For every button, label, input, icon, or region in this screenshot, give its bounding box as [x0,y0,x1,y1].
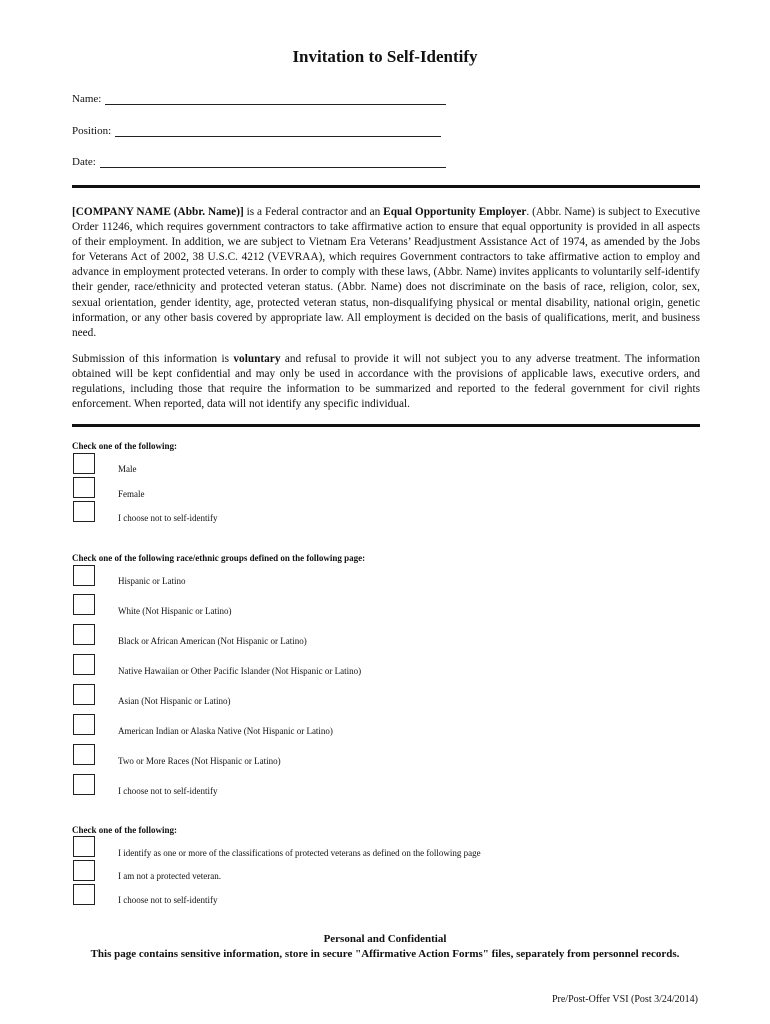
voluntary-text-2: and refusal to provide it will not subject you to any adverse treatment. The information obtained will be kept confidential and may only be used in accordance with the provisions of applicable laws, executive orders, and regulations, including those that require the information to be summarized and reported to the federal government for civil rights enforcement. When reported, data will not identify any specific individual. [72,353,700,411]
middle-divider [72,424,700,427]
checkbox-race-multi[interactable] [73,744,95,765]
option-veteran-not: I am not a protected veteran. [118,871,221,881]
page-title: Invitation to Self-Identify [292,47,478,66]
checkbox-race-pacific[interactable] [73,654,95,675]
checkbox-gender-decline[interactable] [73,501,95,522]
checkbox-veteran-decline[interactable] [73,884,95,905]
intro-text-2: . (Abbr. Name) is subject to Executive Order 11246, which requires government contractors to take affirmative action to ensure that equal opportunity is provided in all aspects of their employment. In addition, we are subject to Vietnam Era Veterans’ Readjustment Assistance Act of 1974, as amended by the Jobs for Veterans Act of 2002, 38 U.S.C. 4212 (VEVRAA), which requires Government contractors to take affirmative action to employ and advance in employment protected veterans. In order to comply with these laws, (Abbr. Name) invites applicants to voluntarily self-identify their gender, race/ethnicity and protected veteran status. (Abbr. Name) does not discriminate on the basis of race, religion, color, sex, sexual orientation, gender identity, age, protected veteran status, non-disqualifying physical or mental disability, national origin, genetic information, or any other basis covered by appropriate law. All employment is decided on the basis of qualifications, merit, and business need. [72,206,700,339]
gender-heading: Check one of the following: [72,441,177,451]
voluntary-text-1: Submission of this information is [72,353,234,365]
option-male: Male [118,464,137,474]
company-name: [COMPANY NAME (Abbr. Name)] [72,206,244,218]
name-label: Name: [72,93,102,105]
veteran-heading: Check one of the following: [72,825,177,835]
checkbox-female[interactable] [73,477,95,498]
position-field[interactable] [72,125,441,137]
date-input-line[interactable] [100,157,446,168]
voluntary-paragraph [72,352,700,412]
option-race-white: White (Not Hispanic or Latino) [118,606,232,616]
position-label: Position: [72,125,112,137]
date-label: Date: [72,156,96,168]
option-female: Female [118,489,145,499]
checkbox-race-native[interactable] [73,714,95,735]
eoe-text: Equal Opportunity Employer [383,206,527,218]
checkbox-race-black[interactable] [73,624,95,645]
checkbox-race-asian[interactable] [73,684,95,705]
form-version-label: Pre/Post-Offer VSI (Post 3/24/2014) [551,994,698,1005]
option-gender-decline: I choose not to self-identify [118,513,218,523]
storage-notice: This page contains sensitive information, store in secure "Affirmative Action Forms" files, separately from personnel records. [90,948,680,960]
option-veteran-decline: I choose not to self-identify [118,895,218,905]
option-race-decline: I choose not to self-identify [118,786,218,796]
intro-text-1: is a Federal contractor and an [243,206,384,218]
option-race-multi: Two or More Races (Not Hispanic or Latino) [118,756,281,766]
confidential-heading: Personal and Confidential [323,933,447,945]
top-divider [72,185,700,188]
checkbox-veteran-not[interactable] [73,860,95,881]
option-race-asian: Asian (Not Hispanic or Latino) [118,696,231,706]
name-field[interactable] [72,93,446,105]
race-heading: Check one of the following race/ethnic groups defined on the following page: [72,553,366,563]
option-race-black: Black or African American (Not Hispanic or Latino) [118,636,307,646]
option-race-hispanic: Hispanic or Latino [118,576,186,586]
intro-paragraph [72,205,700,341]
checkbox-race-hispanic[interactable] [73,565,95,586]
option-veteran-protected: I identify as one or more of the classifications of protected veterans as defined on the following page [118,848,481,858]
checkbox-male[interactable] [73,453,95,474]
option-race-native: American Indian or Alaska Native (Not Hispanic or Latino) [118,726,333,736]
name-input-line[interactable] [105,94,446,105]
checkbox-veteran-protected[interactable] [73,836,95,857]
date-field[interactable] [72,156,446,168]
checkbox-race-decline[interactable] [73,774,95,795]
position-input-line[interactable] [115,126,441,137]
voluntary-bold: voluntary [233,353,281,365]
checkbox-race-white[interactable] [73,594,95,615]
option-race-pacific: Native Hawaiian or Other Pacific Islander (Not Hispanic or Latino) [118,666,362,676]
